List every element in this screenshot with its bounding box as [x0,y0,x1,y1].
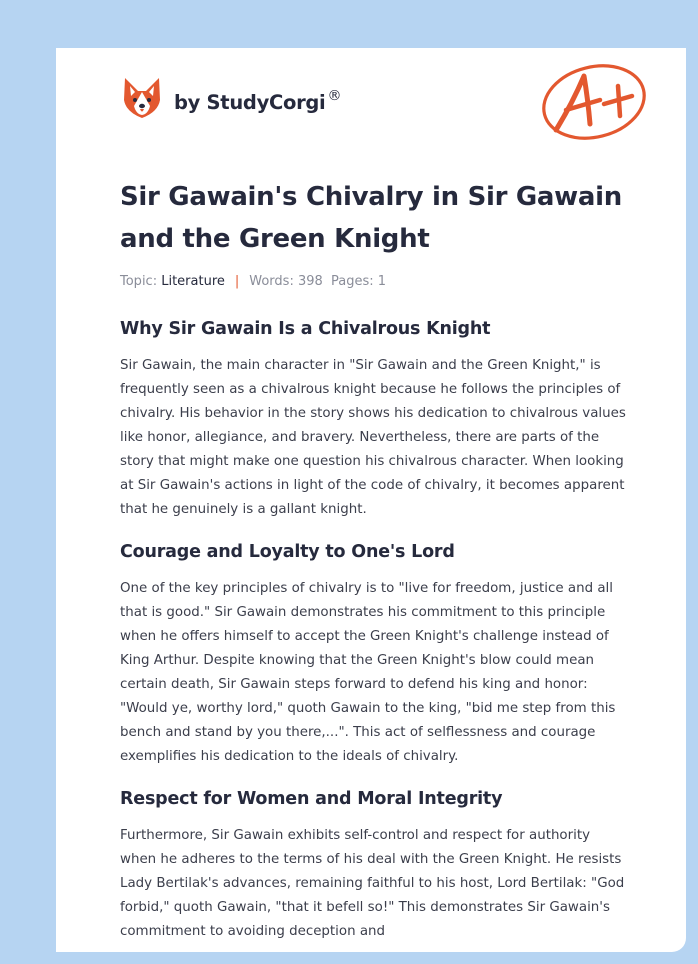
page-count: Pages: 1 [331,274,387,289]
article [120,176,630,944]
meta-separator: | [234,274,240,289]
studycorgi-logo[interactable] [122,76,341,120]
section-paragraph: One of the key principles of chivalry is to "live for freedom, justice and all that is good." Sir Gawain demonstrates his commitment to this principle when he offers himself to accept the Green Knight's challenge instead of King Arthur. Despite knowing that the Green Knight's blow could mean certain death, Sir Gawain steps forward to defend his king and honor: "Would ye, worthy lord," quoth Gawain to the king, "bid me step from this bench and stand by you there,...". This act of selflessness and courage exemplifies his dedication to the ideals of chivalry. [120,581,616,764]
topic-label: Topic: [120,274,158,289]
section-heading: Why Sir Gawain Is a Chivalrous Knight [120,319,491,339]
section-paragraph: Sir Gawain, the main character in "Sir Gawain and the Green Knight," is frequently seen as a chivalrous knight because he follows the principles of chivalry. His behavior in the story shows his dedication to chivalrous values like honor, allegiance, and bravery. Nevertheless, there are parts of the story that might make one question his chivalrous character. When looking at Sir Gawain's actions in light of the code of chivalry, it becomes apparent that he genuinely is a gallant knight. [120,358,626,517]
section-heading: Courage and Loyalty to One's Lord [120,542,455,562]
document-page [56,48,686,952]
section-paragraph: Furthermore, Sir Gawain exhibits self-control and respect for authority when he adheres to the terms of his deal with the Green Knight. He resists Lady Bertilak's advances, remaining faithful to his host, Lord Bertilak: "God forbid," quoth Gawain, "that it befell so!" This demonstrates Sir Gawain's commitment to avoiding deception and [120,828,625,939]
brand-name: by StudyCorgi ® [174,87,342,114]
word-count: Words: 398 [249,274,323,289]
article-title: Sir Gawain's Chivalry in Sir Gawain and the Green Knight [120,182,622,254]
a-plus-grade-icon [538,60,650,144]
article-meta [120,272,630,292]
section-heading: Respect for Women and Moral Integrity [120,789,503,809]
topic-link[interactable]: Literature [161,274,225,289]
corgi-logo-icon [122,76,162,120]
